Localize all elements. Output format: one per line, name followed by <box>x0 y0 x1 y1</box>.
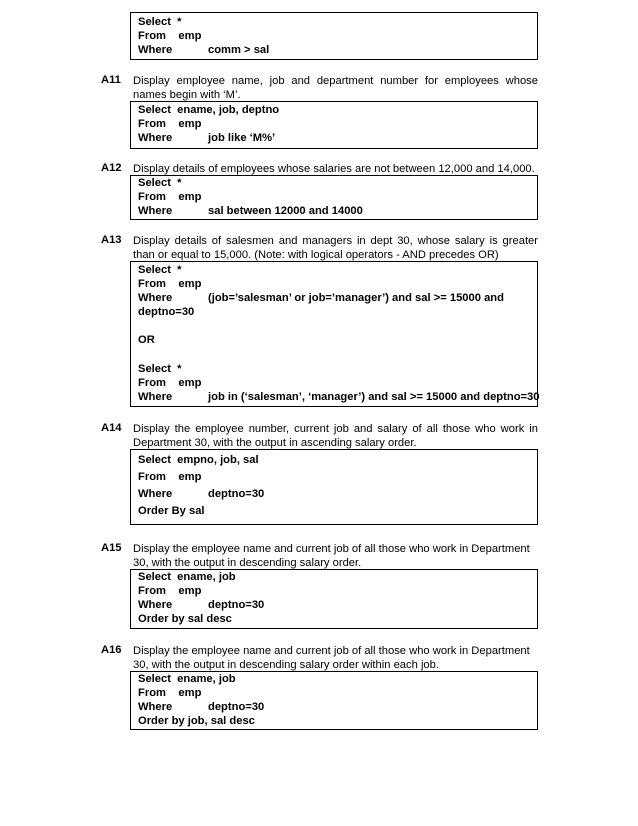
query-box-a10 <box>130 12 538 60</box>
question-text-a12: Display details of employees whose salaries are not between 12,000 and 14,000. <box>133 163 535 175</box>
query-line-select: Select * <box>138 177 182 189</box>
query-line-select: Select ename, job <box>138 673 236 685</box>
query-line-where-keyword: Where <box>138 599 173 611</box>
query-box-a15 <box>130 569 538 629</box>
question-text-a15: Display the employee name and current job of all those who work in Department 30, with the output in descending salary order. <box>133 543 530 570</box>
query-line-from: From emp <box>138 30 202 42</box>
question-text-a11: Display employee name, job and department number for employees whose names begin with ‘M’. <box>133 75 538 102</box>
query-line-where-condition: deptno=30 <box>208 701 265 713</box>
query-line-where-condition: comm > sal <box>208 44 270 56</box>
query-line-select: Select * <box>138 363 182 375</box>
query-line-select: Select empno, job, sal <box>138 454 259 466</box>
query-line-where-keyword: Where <box>138 701 173 713</box>
question-text-a13: Display details of salesmen and managers in dept 30, whose salary is greater than or equal to 15,000. (Note: with logical operators - AND precedes OR) <box>133 235 538 262</box>
question-text-a14: Display the employee number, current job and salary of all those who work in Department 30, with the output in ascending salary order. <box>133 423 538 450</box>
query-line-where-keyword: Where <box>138 391 173 403</box>
query-line-from: From emp <box>138 687 202 699</box>
query-line-where-condition: deptno=30 <box>208 488 265 500</box>
query-line-select: Select * <box>138 16 182 28</box>
query-box-a14 <box>130 449 538 525</box>
query-box-a12 <box>130 175 538 220</box>
query-line-order-by: Order By sal <box>138 505 205 517</box>
query-line-from: From emp <box>138 471 202 483</box>
query-line-from: From emp <box>138 585 202 597</box>
question-label-a15: A15 <box>101 542 122 554</box>
question-text-a16: Display the employee name and current job of all those who work in Department 30, with the output in descending salary order within each job. <box>133 645 530 672</box>
query-box-a11 <box>130 101 538 149</box>
question-label-a11: A11 <box>101 74 121 86</box>
question-label-a13: A13 <box>101 234 122 246</box>
question-label-a14: A14 <box>101 422 122 434</box>
query-line-where-keyword: Where <box>138 205 173 217</box>
query-line-from: From emp <box>138 118 202 130</box>
question-label-a12: A12 <box>101 162 122 174</box>
question-label-a16: A16 <box>101 644 122 656</box>
query-line-where-condition: job in (‘salesman’, ‘manager’) and sal >= 15000 and deptno=30 <box>208 391 540 403</box>
query-or-separator: OR <box>138 334 155 346</box>
query-line-select: Select * <box>138 264 182 276</box>
query-box-a16 <box>130 671 538 730</box>
query-line-where-keyword: Where <box>138 488 173 500</box>
query-line-from: From emp <box>138 278 202 290</box>
query-line-where-condition: job like ‘M%’ <box>208 132 276 144</box>
query-line-select: Select ename, job <box>138 571 236 583</box>
query-line-order-by: Order by sal desc <box>138 613 232 625</box>
query-line-where-keyword: Where <box>138 44 173 56</box>
query-line-from: From emp <box>138 191 202 203</box>
query-line-where-keyword: Where <box>138 132 173 144</box>
query-line-from: From emp <box>138 377 202 389</box>
query-line-order-by: Order by job, sal desc <box>138 715 255 727</box>
query-line-where-condition: (job=’salesman’ or job=’manager’) and sal >= 15000 and <box>208 292 504 304</box>
query-line-where-keyword: Where <box>138 292 173 304</box>
query-line-where-condition: deptno=30 <box>208 599 265 611</box>
query-box-a13 <box>130 261 538 407</box>
query-line-select: Select ename, job, deptno <box>138 104 280 116</box>
query-line-where-continuation: deptno=30 <box>138 306 195 318</box>
query-line-where-condition: sal between 12000 and 14000 <box>208 205 363 217</box>
